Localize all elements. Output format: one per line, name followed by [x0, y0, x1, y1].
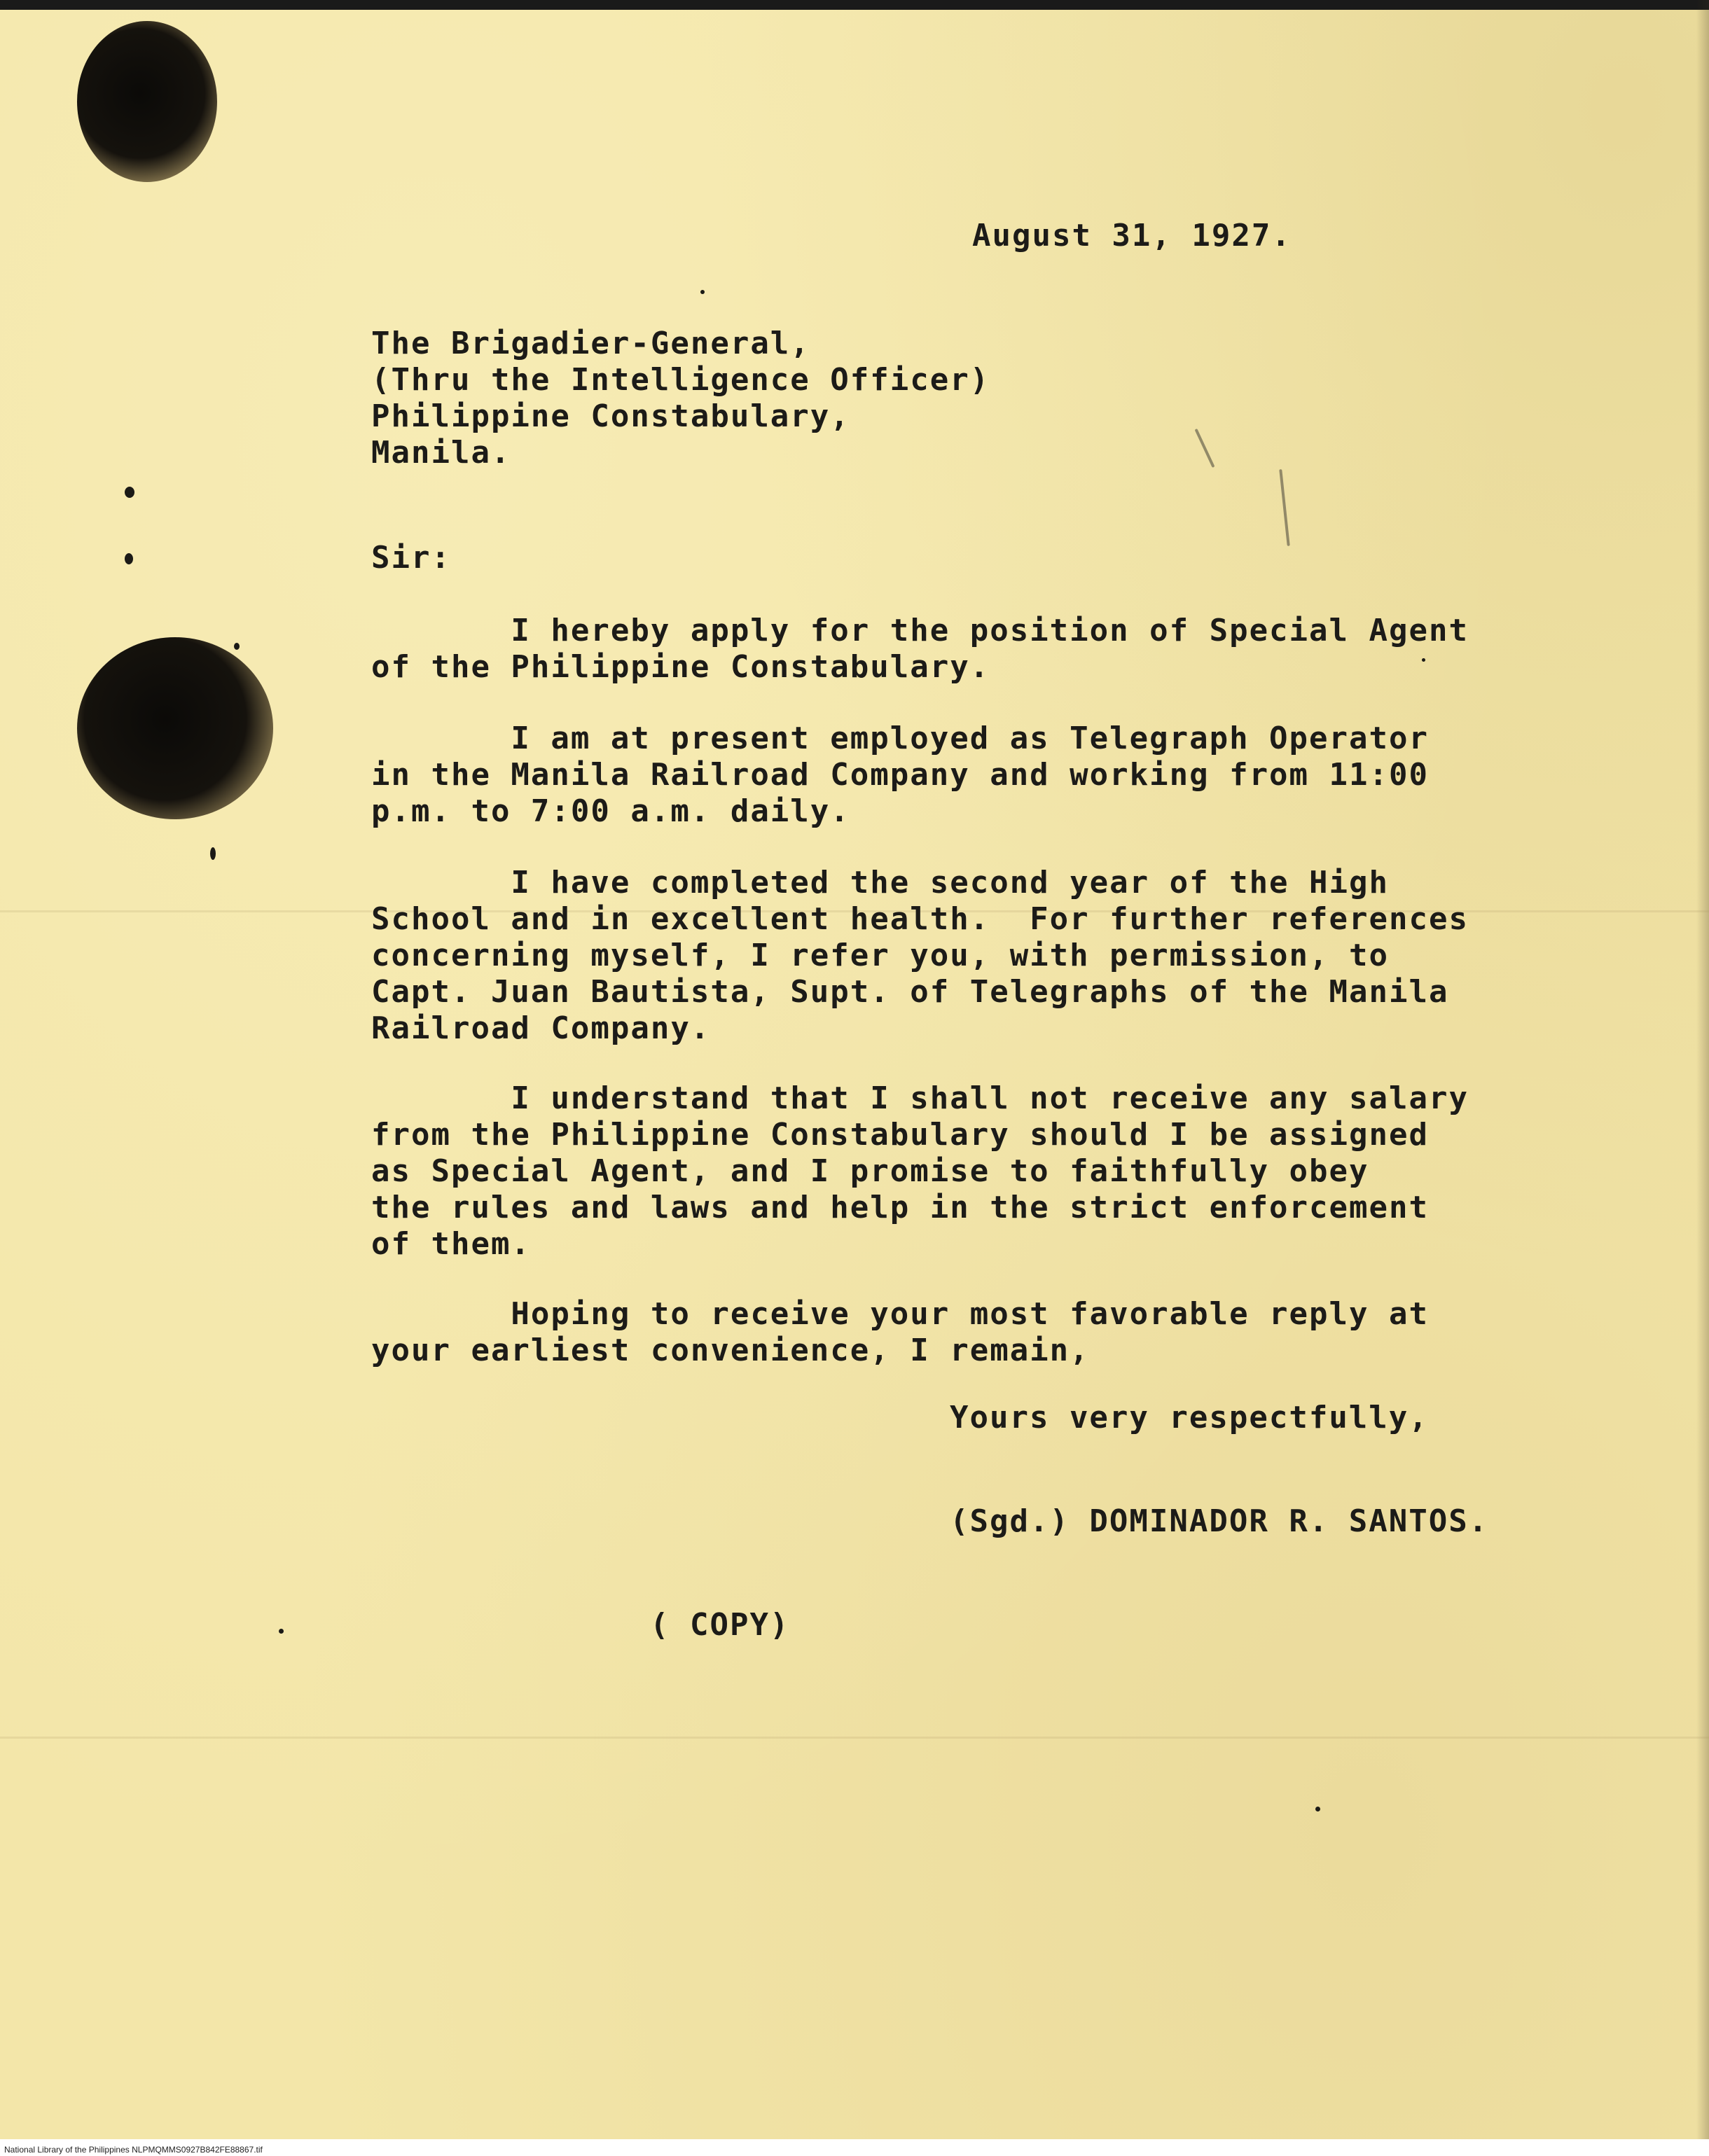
signature: (Sgd.) DOMINADOR R. SANTOS.: [950, 1503, 1489, 1539]
paragraph-1-line: of the Philippine Constabulary.: [371, 649, 990, 685]
addressee-line-2: (Thru the Intelligence Officer): [371, 362, 990, 398]
paragraph-1-line: I hereby apply for the position of Special Agent: [371, 613, 1469, 648]
paragraph-2-line: in the Manila Railroad Company and working from 11:00: [371, 757, 1429, 793]
paragraph-3-line: Capt. Juan Bautista, Supt. of Telegraphs of the Manila: [371, 974, 1449, 1010]
ink-speck: [210, 847, 216, 860]
ink-speck: [1315, 1807, 1320, 1811]
burn-hole-top-left: [77, 21, 217, 182]
archive-footer: National Library of the Philippines NLPMQMMS0927B842FE88867.tif: [4, 2145, 263, 2155]
ink-speck: [125, 553, 133, 564]
letter-date: August 31, 1927.: [972, 218, 1292, 253]
pencil-mark: [1279, 469, 1289, 546]
pencil-mark: [1195, 429, 1215, 468]
paragraph-4-line: from the Philippine Constabulary should I be assigned: [371, 1117, 1429, 1153]
paragraph-4-line: I understand that I shall not receive any salary: [371, 1080, 1469, 1116]
closing: Yours very respectfully,: [950, 1400, 1429, 1435]
ink-speck: [279, 1629, 284, 1634]
addressee-line-4: Manila.: [371, 435, 511, 471]
copy-mark: ( COPY): [650, 1607, 790, 1643]
paragraph-5-line: Hoping to receive your most favorable reply at: [371, 1296, 1429, 1332]
ink-speck: [125, 487, 134, 498]
paragraph-5-line: your earliest convenience, I remain,: [371, 1333, 1090, 1368]
ink-speck: [1422, 658, 1425, 662]
burn-hole-left: [77, 637, 273, 819]
addressee-line-3: Philippine Constabulary,: [371, 398, 850, 434]
paragraph-3-line: concerning myself, I refer you, with permission, to: [371, 938, 1390, 973]
paragraph-2-line: p.m. to 7:00 a.m. daily.: [371, 793, 850, 829]
paper-fold-line: [0, 1737, 1709, 1739]
paragraph-3-line: I have completed the second year of the High: [371, 865, 1390, 900]
scan-right-edge: [1696, 0, 1709, 2156]
paragraph-3-line: School and in excellent health. For further references: [371, 901, 1469, 937]
paragraph-2-line: I am at present employed as Telegraph Operator: [371, 721, 1429, 756]
paragraph-4-line: of them.: [371, 1226, 531, 1262]
paragraph-4-line: the rules and laws and help in the strict enforcement: [371, 1190, 1429, 1225]
paragraph-3-line: Railroad Company.: [371, 1010, 711, 1046]
addressee-line-1: The Brigadier-General,: [371, 326, 810, 361]
salutation: Sir:: [371, 540, 451, 576]
ink-speck: [234, 643, 240, 650]
scan-top-edge: [0, 0, 1709, 10]
paragraph-4-line: as Special Agent, and I promise to faithfully obey: [371, 1153, 1369, 1189]
ink-speck: [700, 290, 705, 294]
